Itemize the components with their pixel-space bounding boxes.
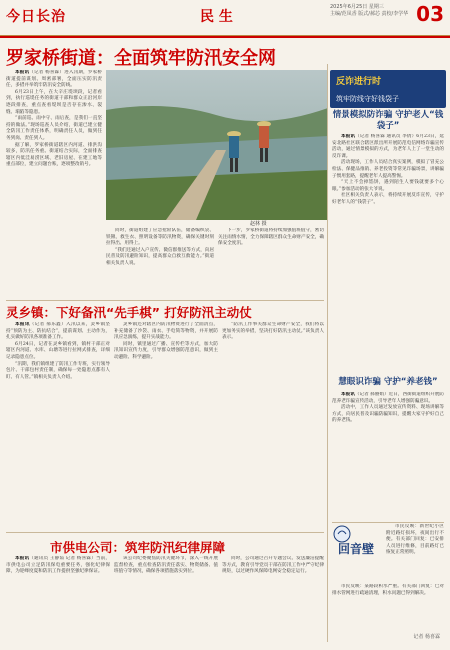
sidebar-headline-2: 慧眼识诈骗 守护“养老钱” (338, 377, 438, 387)
divider (332, 522, 444, 523)
paragraph: 活动现场，工作人员结合真实案例，模拟了冒充公检法、保健品推销、养老投资等常见诈骗场景，讲解骗子惯用套路，提醒老年人提高警惕。 (332, 160, 444, 179)
paragraph: “汛期，我们镇组建了防汛工作专班，实行领导包片、干部包村责任制，确保每一处隐患点都有人盯、有人管。”镇相关负责人介绍。 (6, 361, 110, 380)
article2-col3 (222, 322, 324, 530)
sidebar-article (332, 134, 444, 370)
column-divider (327, 64, 328, 642)
flood-patrol-photo (106, 70, 328, 220)
headline-article3: 市供电公司：筑牢防汛纪律屏障 (50, 540, 226, 555)
article1-col2 (106, 228, 214, 300)
paragraph: 社区相关负责人表示，将持续开展反诈宣传，守护好老年人的“钱袋子”。 (332, 193, 444, 205)
paragraph: “雨前巡、雨中守、雨后查，是我们一直坚持的做法。”现场巡查人员介绍，街道已建立健全防汛工作责任体系，明确责任人员，做到任务到岗、责任到人。 (6, 116, 102, 141)
divider (6, 300, 324, 301)
header-rule (0, 36, 450, 38)
banner-tag: 反诈进行时 (336, 77, 382, 87)
paragraph: 据了解，罗家桥街道辖区内河道、排洪沟较多，防汛任务重。街道结合实际，全面排查辖区内低洼易涝区域、老旧房屋、在建工地等重点部位，建立问题台账，逐项整改销号。 (6, 142, 102, 168)
paragraph: 该公司纪委聚焦防汛关键环节，深入一线开展监督检查，重点检查防汛责任落实、物资储备、值班值守等情况，确保各项措施落实到位。 (114, 556, 218, 575)
paragraph: 同时，街道组建了应急抢险队伍，储备编织袋、铁锹、救生衣、照明设备等防汛物资，确保关键时刻拉得出、用得上。 (106, 228, 214, 247)
article1-col1 (6, 70, 102, 298)
banner-subtitle: 筑牢防线守好钱袋子 (336, 95, 399, 103)
article2-lead: 本报讯（记者 郝乐鑫）入汛以来，灵乡镇坚持“预防为主、防抗结合”，提前谋划、主动作为，扎实做好防汛各项准备工作。 (6, 322, 110, 341)
meta-line: 主编/范凤香 版式/郝芯 责校/李学华 (330, 11, 409, 17)
column-text (386, 524, 444, 584)
masthead (0, 0, 450, 36)
sidebar-lead-2: 本报讯（记者 郝丽娟）近日，西街街道组织开展防范养老诈骗宣传活动，引导老年人增强防骗意识。 (332, 392, 444, 404)
page-number: 03 (416, 2, 444, 26)
anti-fraud-banner (330, 70, 446, 108)
headline-article1: 罗家桥街道：全面筑牢防汛安全网 (6, 48, 276, 69)
paragraph: “防汛工作事关群众生命财产安全，我们将以更加务实的举措，坚决打好防汛主动仗。”该负责人表示。 (222, 322, 324, 341)
paragraph: 6月24日，记者在灵乡镇看到，镇村干部正对辖区内河道、水库、山塘等进行拉网式排查，详细记录隐患点位。 (6, 341, 110, 360)
article3-col2 (114, 556, 218, 644)
paragraph: 灵乡镇还对辖区内防汛物资进行了全面清点，补充储备了沙袋、雨衣、手电筒等物资，并开展防汛应急演练，提升实战能力。 (114, 322, 218, 341)
paragraph: 市民反映：新世纪小区附近路灯损坏，夜间出行不便。有关部门回复：已安排人员进行维修，目前路灯已恢复正常照明。 (386, 524, 444, 556)
paragraph: 下一步，罗家桥街道将持续加强值班值守，密切关注雨情水情，全力保障辖区群众生命财产安全，确保安全度汛。 (218, 228, 324, 247)
paragraph: 6月23日上午，在大辛庄堤坝段，记者看到，执行巡堤任务的街道干部和群众正沿河岸逐段排查，重点查看堤坝是否存在渗水、裂缝、塌陷等隐患。 (6, 89, 102, 115)
issue-meta (330, 4, 425, 18)
article2-col2 (114, 322, 218, 530)
article2-col1 (6, 322, 110, 530)
column-title: 回音壁 (338, 542, 375, 556)
sidebar-lead: 本报讯（记者 杨喜霖 通讯员 李倩）6月23日，延安北路社区联合辖区派出所开展防范电信网络诈骗宣传活动，通过情景模拟的方式，为老年人上了一堂生动的反诈课。 (332, 134, 444, 159)
headline-article2: 灵乡镇：下好备汛“先手棋” 打好防汛主动仗 (6, 305, 252, 320)
article1-col3 (218, 228, 324, 300)
paragraph: 活动中，工作人员通过发放宣传资料、现场讲解等方式，向居民普及识骗防骗知识，提醒大家守护好自己的养老钱。 (332, 405, 444, 424)
newspaper-logo: 今日长治 (6, 9, 66, 25)
article3-col1 (6, 556, 110, 644)
column-text-2 (332, 584, 444, 630)
paragraph: 同时，镇里通过广播、宣传栏等方式，加大防汛知识宣传力度，引导群众增强防范意识，做到主动避险、科学避险。 (114, 341, 218, 360)
meta-line: 2025年6月25日 星期三 (330, 4, 384, 10)
section-title: 民 生 (200, 9, 233, 25)
paragraph: 市民反映：某路段积水严重。有关部门回复：已对排水管网进行疏通清理，积水问题已得到解决。 (332, 584, 444, 596)
divider (6, 532, 324, 533)
sidebar-headline: 情景模拟防诈骗 守护老人“钱袋子” (332, 110, 444, 131)
paragraph: “天上不会掉馅饼，遇到陌生人要钱就要多个心眼。”参加活动的张大爷说。 (332, 180, 444, 192)
article3-col3 (222, 556, 324, 644)
paragraph: “我们还通过入户宣传、微信群推送等方式，向居民普及防汛避险知识，提高群众自救互救能力。”街道相关负责人说。 (106, 247, 214, 266)
photo-caption: 赵林 摄 (250, 221, 267, 227)
column-editor: 记者 杨喜霖 (413, 634, 440, 640)
sidebar-article-2 (332, 392, 444, 520)
reader-feedback-column (332, 524, 446, 644)
paragraph: 同时，公司通过召开专题会议、发送廉洁提醒等方式，教育引导党员干部在防汛工作中严守纪律规矩，以过硬作风保障电网安全稳定运行。 (222, 556, 324, 575)
article3-lead: 本报讯（通讯员 王静茹 记者 杨喜霖）当前，市供电公司立足防汛保电重要任务，强化纪律保障，为迎峰度夏和防汛工作提供坚强纪律保证。 (6, 556, 110, 575)
article1-lead: 本报讯（记者 杨喜霖）进入汛期，罗家桥街道提前谋划、周密部署，全面压实防汛责任，多措并举筑牢防汛安全防线。 (6, 70, 102, 89)
